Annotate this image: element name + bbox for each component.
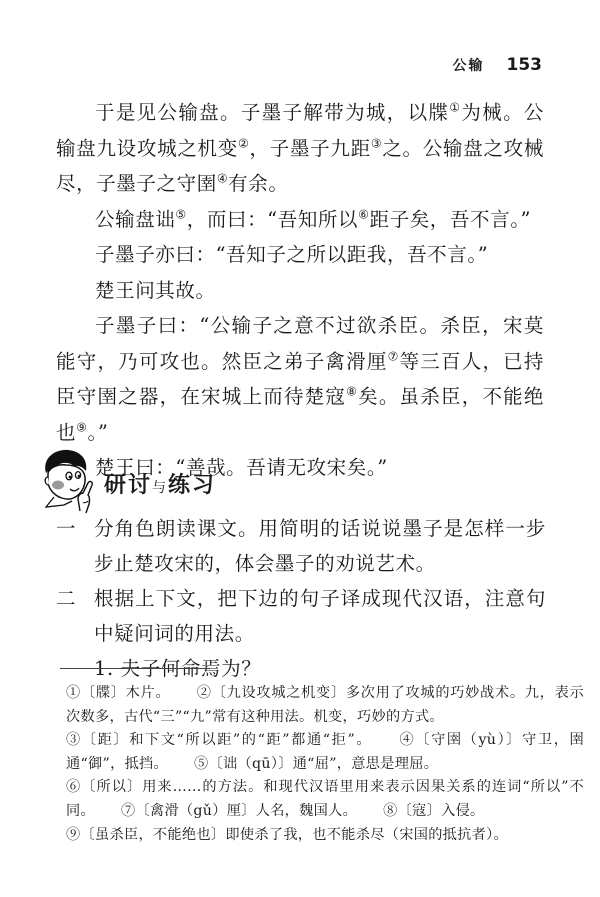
exercise-item [56, 511, 546, 581]
footnote-ref[interactable]: ⑨ [76, 420, 88, 434]
paragraph [56, 308, 544, 450]
text: 楚王问其故。 [95, 278, 216, 302]
text: 矣。虽杀臣，不能绝也 [56, 385, 544, 444]
text: 为械。公输盘九设攻城之机变 [56, 101, 545, 160]
section-heading [36, 445, 216, 515]
footnote-row [66, 729, 584, 776]
page-header [453, 55, 543, 75]
body-text [56, 95, 544, 486]
footnote-ref[interactable]: ⑥ [358, 207, 370, 221]
text: ，而曰：“吾知所以 [186, 207, 359, 231]
exercises [56, 511, 546, 686]
text: 距子矣，吾不言。” [369, 207, 532, 231]
footnote-ref[interactable]: ④ [216, 171, 229, 186]
footnote-ref[interactable]: ③ [370, 136, 383, 150]
text: 公输盘诎 [95, 207, 176, 231]
paragraph [56, 273, 544, 309]
footnote-ref[interactable]: ⑤ [175, 207, 187, 221]
footnote: ⑤〔诎（qū）〕通“屈”，意思是理屈。 [194, 755, 439, 772]
exercise-item [56, 581, 546, 651]
footnotes [66, 682, 584, 847]
page-number: 153 [506, 55, 542, 75]
footnote-row [66, 824, 584, 848]
paragraph [56, 202, 544, 238]
paragraph [56, 95, 544, 202]
footnote-row [66, 682, 584, 729]
text: 子墨子曰：“公输子之意不过欲杀臣。杀臣，宋莫能守，乃可攻也。然臣之弟子禽滑厘 [56, 314, 544, 373]
text: 。” [87, 420, 109, 444]
footnote: ④〔守圉（yù）〕守卫，圉通“御”，抵挡。 [66, 732, 584, 772]
footnote-ref[interactable]: ① [449, 100, 462, 115]
exercise-text: 分角色朗读课文。用简明的话说说墨子是怎样一步步止楚攻宋的，体会墨子的劝说艺术。 [94, 517, 546, 575]
text: 于是见公输盘。子墨子解带为城，以牒 [95, 101, 450, 124]
footnote-divider [60, 668, 210, 669]
exercise-text: 根据上下文，把下边的句子译成现代汉语，注意句中疑问词的用法。 [94, 587, 546, 645]
footnote: ⑥〔所以〕用来……的方法。和现代汉语里用来表示因果关系的连词“所以”不同。 [66, 779, 584, 819]
text: 之。公输盘之攻械尽，子墨子之守圉 [56, 136, 544, 195]
footnote: ⑦〔禽滑（gǔ）厘〕人名，魏国人。 [120, 802, 358, 819]
footnote: ⑧〔寇〕入侵。 [383, 802, 485, 819]
footnote: ③〔距〕和下文“所以距”的“距”都通“拒”。 [66, 732, 373, 749]
text: 等三百人，已持臣守圉之器，在宋城上而待楚寇 [56, 349, 545, 408]
footnote-ref[interactable]: ⑧ [346, 384, 359, 399]
footnote: ⑨〔虽杀臣，不能绝也〕即使杀了我，也不能杀尽（宋国的抵抗者）。 [66, 826, 509, 843]
text: 楚王曰：“善哉。吾请无攻宋矣。” [95, 456, 388, 479]
footnote: ①〔牒〕木片。 [66, 685, 171, 701]
text: 子墨子亦曰：“吾知子之所以距我，吾不言。” [95, 243, 489, 266]
section-title: 研讨与练习 [104, 472, 217, 498]
footnote-row [66, 776, 584, 823]
exercise-subitem: 1. 夫子何命焉为？ [94, 657, 262, 680]
footnote-ref[interactable]: ⑦ [387, 349, 400, 363]
footnote: ②〔九设攻城之机变〕多次用了攻城的巧妙战术。九，表示次数多，古代“三”“九”常有这种用法。机变，巧妙的方式。 [66, 685, 584, 725]
chapter-title: 公输 [452, 58, 485, 74]
footnote-ref[interactable]: ② [238, 136, 250, 150]
text: 有余。 [228, 172, 289, 195]
exercise-number: 一 [56, 517, 77, 540]
boy-mascot-icon [36, 445, 102, 515]
exercise-number: 二 [56, 587, 77, 610]
text: ，子墨子九距 [249, 136, 371, 160]
paragraph [56, 237, 544, 273]
